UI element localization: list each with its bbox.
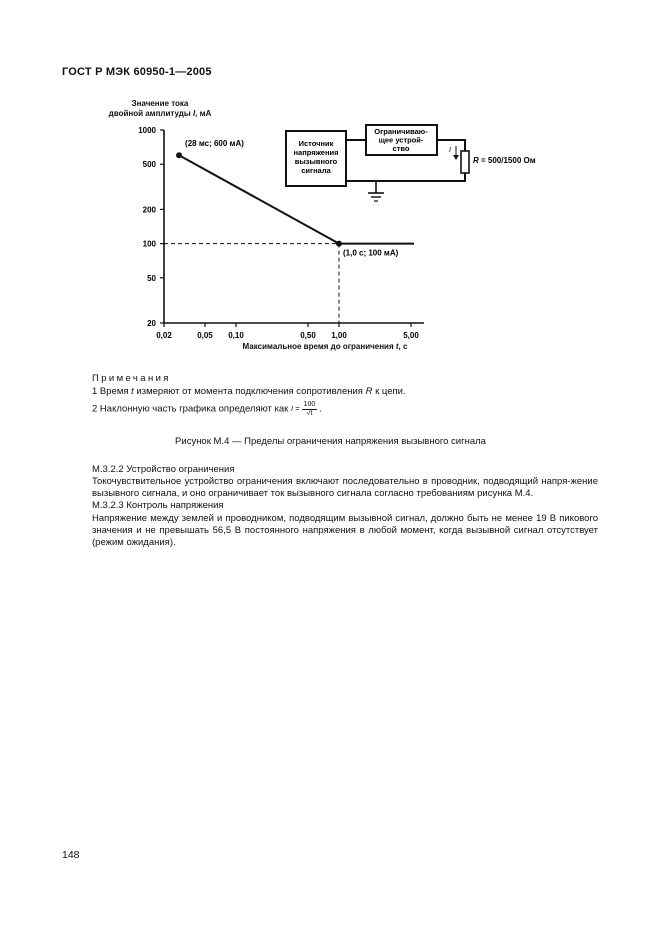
- x-tick-label: 1,00: [331, 331, 347, 340]
- y-tick-label: 1000: [138, 126, 156, 135]
- y-axis-label-line2: двойной амплитуды I, мА: [108, 109, 212, 118]
- data-point-label: (28 мс; 600 мА): [185, 139, 244, 149]
- formula: I = $\frac{100}{√t}$: [290, 401, 316, 417]
- x-tick-label: 0,50: [300, 331, 316, 340]
- circuit-diagram: [286, 125, 536, 201]
- x-tick-label: 5,00: [403, 331, 419, 340]
- wire-limiter-resistor: [437, 140, 465, 151]
- ground-icon: [368, 193, 384, 201]
- chart: [138, 126, 424, 340]
- src-lines-line: напряжения: [293, 148, 339, 157]
- limit-curve: [179, 155, 414, 243]
- lim-lines-line: Ограничиваю-: [374, 127, 428, 136]
- page-number: 148: [62, 849, 80, 861]
- note-1: 1 Время t измеряют от момента подключения сопротивления R к цепи.: [92, 386, 406, 397]
- source-label: [294, 139, 339, 175]
- x-tick-label: 0,05: [197, 331, 213, 340]
- paragraph-voltage-control: Напряжение между землей и проводником, подводящим вызывной сигнал, должно быть не менее 19 В пикового значения и не превышать 56,5 В постоянного напряжения в любой момент, когда вызывной сигнал отсутствует (режим ожидания).: [92, 513, 598, 548]
- lim-lines-line: щее устрой-: [378, 135, 424, 145]
- x-tick-label: 0,02: [156, 331, 172, 340]
- y-tick-label: 20: [147, 319, 156, 328]
- src-lines-line: Источник: [298, 139, 334, 148]
- data-point: [336, 241, 342, 247]
- limiter-label: [374, 127, 428, 153]
- y-tick-label: 200: [142, 205, 156, 215]
- x-tick-label: 0,10: [228, 331, 244, 340]
- current-symbol: I: [449, 147, 451, 154]
- paragraph-limiter: Токочувствительное устройство ограничения включают последовательно в проводник, подводящий напря-жение вызывного сигнала, и оно ограничивает ток вызывного сигнала согласно требованиям рисунка М.4.: [92, 476, 598, 499]
- data-point-label: (1,0 с; 100 мА): [343, 248, 399, 258]
- notes-title: Примечания: [92, 373, 171, 384]
- resistor-icon: [461, 151, 469, 173]
- document-header: ГОСТ Р МЭК 60950-1—2005: [62, 66, 212, 78]
- y-tick-label: 500: [142, 160, 156, 170]
- lim-lines-line: ство: [392, 144, 410, 153]
- section-heading-m3-2-3: М.3.2.3 Контроль напряжения: [92, 500, 224, 511]
- src-lines-line: вызывного: [294, 157, 338, 166]
- y-axis-label-line1: Значение тока: [131, 99, 189, 108]
- y-tick-label: 100: [142, 239, 156, 249]
- section-heading-m3-2-2: М.3.2.2 Устройство ограничения: [92, 464, 235, 475]
- figure-m4: [0, 0, 661, 360]
- src-lines-line: сигнала: [301, 166, 331, 175]
- y-tick-label: 50: [147, 273, 156, 283]
- x-axis-label: Максимальное время до ограничения t, с: [242, 342, 408, 351]
- current-arrowhead-icon: [453, 155, 459, 160]
- note-2: 2 Наклонную часть графика определяют как I = $\frac{100}{√t}$ .: [92, 401, 322, 417]
- data-point: [176, 152, 182, 158]
- wire-return: [346, 173, 465, 181]
- resistor-label: R = 500/1500 Ом: [473, 156, 536, 165]
- figure-caption: Рисунок М.4 — Пределы ограничения напряжения вызывного сигнала: [175, 436, 486, 447]
